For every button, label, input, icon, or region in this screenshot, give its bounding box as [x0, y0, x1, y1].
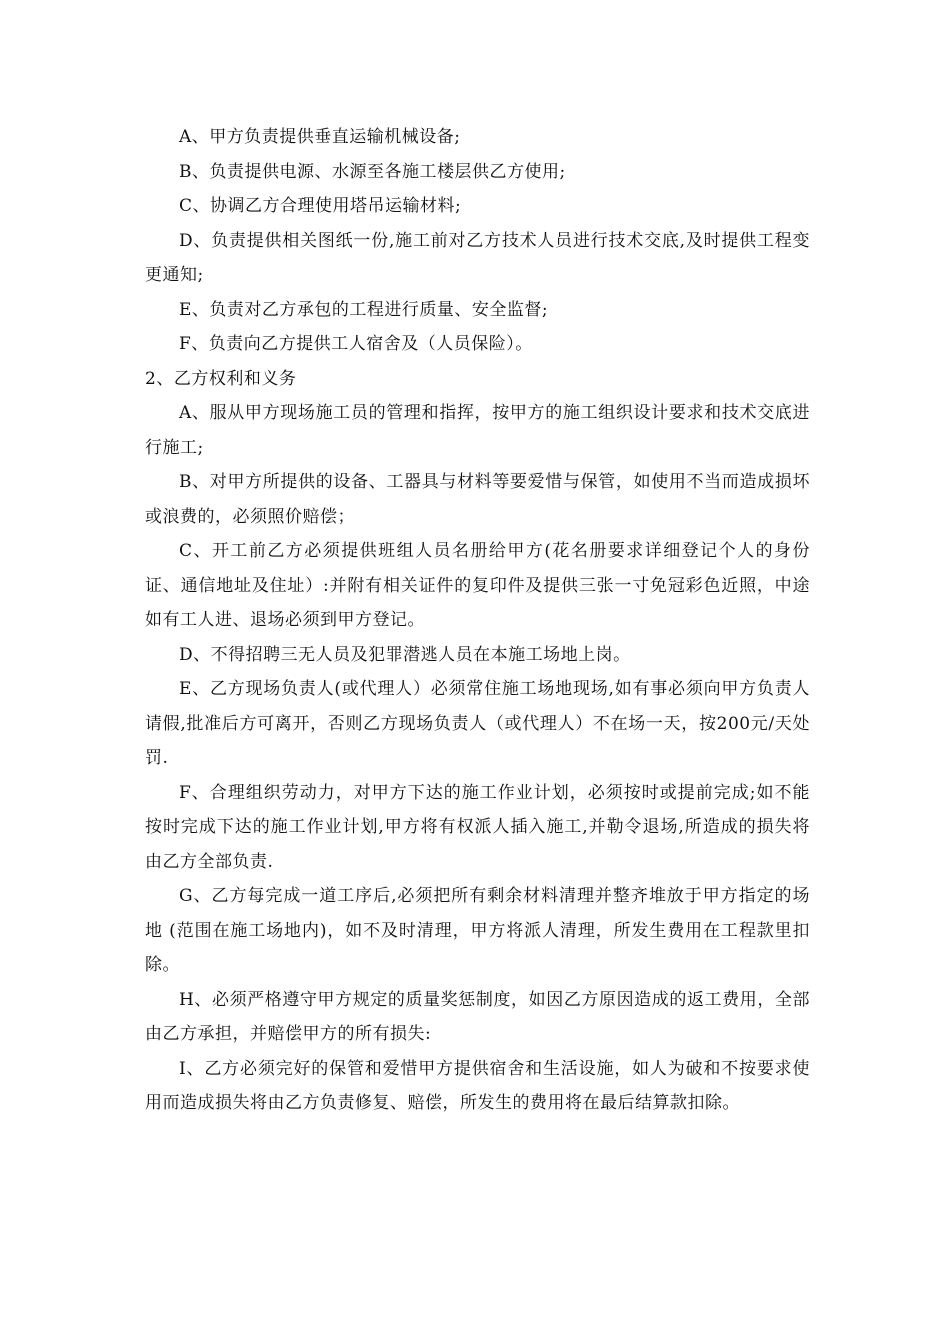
party-a-item-b: B、负责提供电源、水源至各施工楼层供乙方使用;	[179, 161, 566, 182]
party-b-item-f: F、合理组织劳动力，对甲方下达的施工作业计划，必须按时或提前完成;如不能按时完成下达的施工作业计划,甲方将有权派人插入施工,并勒令退场,所造成的损失将由乙方全部负责.	[145, 782, 810, 872]
document-body	[145, 120, 810, 1121]
party-b-item-h: H、必须严格遵守甲方规定的质量奖惩制度，如因乙方原因造成的返工费用，全部由乙方承担，并赔偿甲方的所有损失:	[145, 989, 810, 1044]
party-b-item-b: B、对甲方所提供的设备、工器具与材料等要爱惜与保管，如使用不当而造成损坏或浪费的，必须照价赔偿；	[145, 472, 810, 527]
party-a-item-e: E、负责对乙方承包的工程进行质量、安全监督;	[179, 299, 549, 320]
party-a-item-f: F、负责向乙方提供工人宿舍及（人员保险）。	[179, 334, 533, 354]
party-b-item-a: A、服从甲方现场施工员的管理和指挥，按甲方的施工组织设计要求和技术交底进行施工;	[145, 403, 810, 458]
party-a-item-c: C、协调乙方合理使用塔吊运输材料;	[179, 196, 462, 216]
party-b-item-c: C、开工前乙方必须提供班组人员名册给甲方(花名册要求详细登记个人的身份证、通信地址及住址）:并附有相关证件的复印件及提供三张一寸免冠彩色近照，中途如有工人进、退场必须到甲方登记。	[145, 541, 810, 630]
party-b-item-g: G、乙方每完成一道工序后,必须把所有剩余材料清理并整齐堆放于甲方指定的场地 (范围在施工场地内)，如不及时清理，甲方将派人清理，所发生费用在工程款里扣除。	[145, 886, 810, 975]
party-b-item-d: D、不得招聘三无人员及犯罪潜逃人员在本施工场地上岗。	[179, 644, 631, 665]
party-a-item-d: D、负责提供相关图纸一份,施工前对乙方技术人员进行技术交底,及时提供工程变更通知;	[145, 230, 810, 285]
party-a-item-a: A、甲方负责提供垂直运输机械设备;	[179, 127, 461, 147]
party-b-item-i: I、乙方必须完好的保管和爱惜甲方提供宿舍和生活设施，如人为破和不按要求使用而造成损失将由乙方负责修复、赔偿，所发生的费用将在最后结算款扣除。	[145, 1058, 810, 1113]
section-2-heading: 2、乙方权利和义务	[145, 368, 297, 389]
party-b-item-e: E、乙方现场负责人(或代理人）必须常住施工场地现场,如有事必须向甲方负责人请假,批准后方可离开，否则乙方现场负责人（或代理人）不在场一天，按200元/天处罚.	[145, 679, 810, 768]
